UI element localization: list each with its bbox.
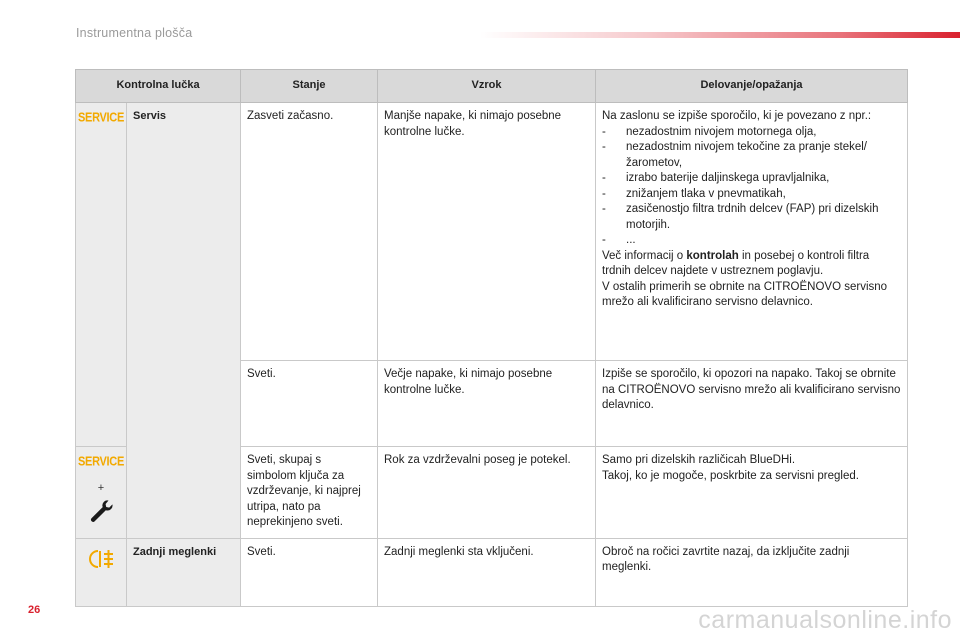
plus-sign: + xyxy=(97,481,105,494)
list-item: - nezadostnim nivojem tekočine za pranje stekel/ žarometov, xyxy=(602,140,901,171)
action-intro: Na zaslonu se izpiše sporočilo, ki je povezano z npr.: xyxy=(602,110,872,122)
service-icon-cell xyxy=(76,103,127,447)
service-light-name: Servis xyxy=(127,103,241,539)
cause-cell: Rok za vzdrževalni poseg je potekel. xyxy=(378,447,596,539)
table-header-row xyxy=(76,70,908,103)
list-item: - znižanjem tlaka v pnevmatikah, xyxy=(602,187,901,203)
action-line: Samo pri dizelskih različicah BlueDHi. xyxy=(602,454,796,466)
action-line: Takoj, ko je mogoče, poskrbite za servisni pregled. xyxy=(602,469,859,482)
action-cell xyxy=(596,103,908,361)
page-header-title: Instrumentna plošča xyxy=(76,26,193,40)
more-info-text: Več informacij o kontrolah in posebej o kontroli filtra trdnih delcev najdete v ustreznem poglavju. xyxy=(602,249,870,277)
rear-fog-light-icon xyxy=(86,547,116,571)
service-wrench-icon-cell xyxy=(76,447,127,539)
col-header-action: Delovanje/opažanja xyxy=(596,70,908,103)
col-header-cause: Vzrok xyxy=(378,70,596,103)
action-cell: Izpiše se sporočilo, ki opozori na napako. Takoj se obrnite na CITROËNOVO servisno mrežo ali kvalificirano servisno delavnico. xyxy=(596,361,908,447)
service-warning-icon: SERVICE xyxy=(78,454,124,469)
other-cases-text: V ostalih primerih se obrnite na CITROËNOVO servisno mrežo ali kvalificirano servisno delavnico. xyxy=(602,280,888,308)
watermark: carmanualsonline.info xyxy=(698,606,952,634)
list-item: - ... xyxy=(602,233,901,249)
action-cell xyxy=(596,447,908,539)
col-header-state: Stanje xyxy=(241,70,378,103)
state-cell: Sveti, skupaj s simbolom ključa za vzdrževanje, ki najprej utripa, nato pa neprekinjeno sveti. xyxy=(241,447,378,539)
cause-cell: Zadnji meglenki sta vključeni. xyxy=(378,538,596,606)
list-item: - zasičenostjo filtra trdnih delcev (FAP) pri dizelskih motorjih. xyxy=(602,202,901,233)
action-bullet-list xyxy=(602,125,901,249)
warning-lights-table xyxy=(75,69,908,607)
wrench-icon xyxy=(88,498,114,524)
table-row xyxy=(76,538,908,606)
list-item: - izrabo baterije daljinskega upravljalnika, xyxy=(602,171,901,187)
page-number: 26 xyxy=(28,604,41,616)
state-cell: Zasveti začasno. xyxy=(241,103,378,361)
table-row xyxy=(76,103,908,361)
col-header-warning-light: Kontrolna lučka xyxy=(76,70,241,103)
header-accent-bar xyxy=(480,32,960,38)
fog-icon-cell xyxy=(76,538,127,606)
cause-cell: Večje napake, ki nimajo posebne kontrolne lučke. xyxy=(378,361,596,447)
action-cell: Obroč na ročici zavrtite nazaj, da izključite zadnji meglenki. xyxy=(596,538,908,606)
state-cell: Sveti. xyxy=(241,538,378,606)
more-info-keyword: kontrolah xyxy=(686,249,739,262)
fog-light-name: Zadnji meglenki xyxy=(127,538,241,606)
cause-cell: Manjše napake, ki nimajo posebne kontrolne lučke. xyxy=(378,103,596,361)
service-warning-icon: SERVICE xyxy=(78,110,124,125)
state-cell: Sveti. xyxy=(241,361,378,447)
list-item: - nezadostnim nivojem motornega olja, xyxy=(602,125,901,141)
